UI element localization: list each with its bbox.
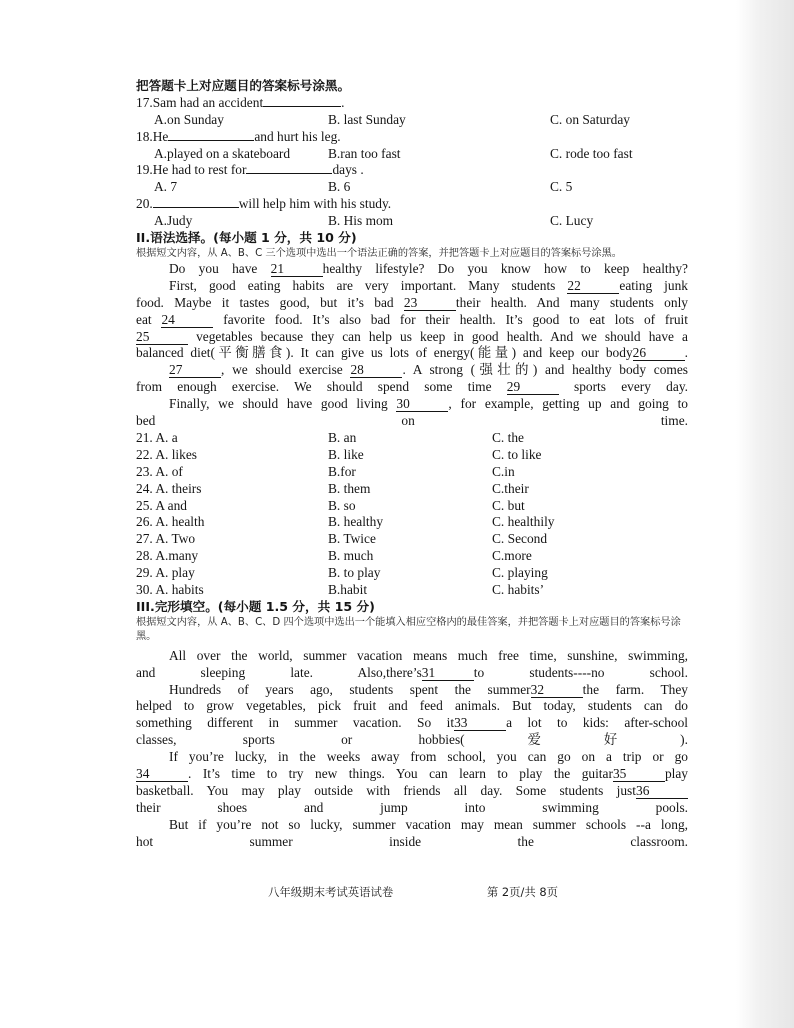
- section-3-heading: III.完形填空。(每小题 1.5 分，共 15 分): [136, 598, 375, 614]
- option-text: B. last Sunday: [328, 111, 406, 127]
- option-row: [136, 447, 688, 464]
- section-3-instruction: 根据短文内容，从 A、B、C、D 四个选项中选出一个能填入相应空格内的最佳答案，并把答题卡上对应题目的答案标号涂黑。: [136, 616, 681, 642]
- question-stem-text: will help him with his study.: [238, 196, 392, 212]
- footer-page-number: 第 2页/共 8页: [486, 885, 558, 899]
- passage-line: [136, 396, 688, 413]
- option-text: B.for: [328, 463, 356, 479]
- question-stem-text: .: [341, 94, 345, 110]
- option-row: [136, 481, 688, 498]
- cloze-passage: [136, 648, 688, 851]
- grammar-passage: [136, 261, 688, 430]
- option-text: C.in: [492, 463, 515, 479]
- passage-line: [136, 749, 688, 766]
- question-stem-text: and hurt his leg.: [254, 128, 341, 144]
- answer-blank: [168, 140, 254, 141]
- option-text: C. to like: [492, 446, 542, 462]
- option-text: A.played on a skateboard: [154, 145, 291, 161]
- option-text: B. healthy: [328, 514, 384, 530]
- option-text: A.on Sunday: [154, 111, 224, 127]
- question-stem: [136, 196, 688, 213]
- option-text: 27. A. Two: [136, 531, 196, 547]
- scan-page-edge: [736, 0, 794, 1028]
- option-row: [136, 112, 688, 129]
- passage-line: [136, 413, 688, 430]
- passage-line: [136, 766, 688, 783]
- passage-text: . It’s time to try new things. You can learn to play the guitar: [188, 766, 613, 782]
- option-text: B. His mom: [328, 213, 394, 229]
- numbered-blank: 34: [136, 767, 188, 782]
- option-text: C. but: [492, 497, 525, 513]
- passage-text: vegetables because they can help us keep in good health. And we should have a: [188, 328, 688, 344]
- passage-line: [136, 800, 688, 817]
- option-text: C. the: [492, 429, 524, 445]
- option-text: 23. A. of: [136, 463, 183, 479]
- option-text: C. habits’: [492, 581, 545, 597]
- question-stem-text: 20.: [136, 196, 153, 212]
- question-stem-text: 18.He: [136, 128, 169, 144]
- option-text: 30. A. habits: [136, 581, 204, 597]
- passage-text: and sleeping late. Also,there’s: [136, 664, 422, 680]
- option-text: B. Twice: [328, 531, 376, 547]
- option-text: A.Judy: [154, 213, 193, 229]
- numbered-blank: 21: [271, 262, 323, 277]
- numbered-blank: 33: [454, 716, 506, 731]
- numbered-blank: 26: [633, 346, 685, 361]
- option-row: [136, 430, 688, 447]
- option-text: B. an: [328, 429, 357, 445]
- question-stem-text: 17.Sam had an accident: [136, 94, 264, 110]
- option-text: 21. A. a: [136, 429, 178, 445]
- numbered-blank: 31: [422, 666, 474, 681]
- passage-line: [136, 278, 688, 295]
- numbered-blank: 27: [169, 363, 221, 378]
- passage-text: Hundreds of years ago, students spent the summer: [169, 681, 531, 697]
- passage-text: their health. And many students only: [455, 294, 688, 310]
- numbered-blank: 36: [636, 784, 688, 799]
- passage-line: [136, 665, 688, 682]
- grammar-options: [136, 430, 688, 599]
- numbered-blank: 28: [350, 363, 402, 378]
- passage-line: [136, 648, 688, 665]
- numbered-blank: 23: [404, 296, 456, 311]
- passage-text: eating junk: [619, 277, 688, 293]
- passage-line: [136, 379, 688, 396]
- option-text: B. much: [328, 548, 374, 564]
- passage-text: healthy lifestyle? Do you know how to keep healthy?: [322, 260, 688, 276]
- passage-line: [136, 329, 688, 346]
- passage-text: hot summer inside the classroom.: [136, 833, 688, 849]
- passage-text: favorite food. It’s also bad for their health. It’s good to eat lots of fruit: [213, 311, 688, 327]
- option-text: C. Lucy: [550, 213, 594, 229]
- answer-blank: [153, 207, 239, 208]
- passage-text: If you’re lucky, in the weeks away from school, you can go on a trip or go: [169, 749, 688, 765]
- section-2-instruction: 根据短文内容，从 A、B、C 三个选项中选出一个语法正确的答案，并把答题卡上对应题目的答案标号涂黑。: [136, 247, 622, 259]
- option-text: B. them: [328, 480, 371, 496]
- passage-line: [136, 295, 688, 312]
- passage-line: [136, 732, 688, 749]
- passage-text: All over the world, summer vacation means much free time, sunshine, swimming,: [169, 647, 688, 663]
- option-text: B.ran too fast: [328, 145, 401, 161]
- option-text: B. to play: [328, 565, 381, 581]
- passage-text: Finally, we should have good living: [169, 396, 397, 412]
- passage-line: [136, 261, 688, 278]
- answer-sheet-instruction: 把答题卡上对应题目的答案标号涂黑。: [136, 78, 351, 93]
- option-text: 24. A. theirs: [136, 480, 202, 496]
- passage-text: balanced diet(平衡膳食). It can give us lots of energy(能量) and keep our body: [136, 345, 633, 361]
- option-row: [136, 548, 688, 565]
- exam-page: [136, 78, 688, 851]
- option-row: [136, 531, 688, 548]
- passage-line: [136, 834, 688, 851]
- option-text: 22. A. likes: [136, 446, 198, 462]
- question-stem: [136, 95, 688, 112]
- numbered-blank: 24: [161, 313, 213, 328]
- section-2-heading: II.语法选择。(每小题 1 分，共 10 分): [136, 230, 357, 246]
- option-text: C.more: [492, 548, 532, 564]
- passage-text: something different in summer vacation. So it: [136, 715, 455, 731]
- option-text: A. 7: [154, 179, 178, 195]
- option-row: [136, 582, 688, 599]
- passage-text: a lot to kids: after-school: [506, 715, 689, 731]
- passage-text: the farm. They: [582, 681, 689, 697]
- passage-text: , we should exercise: [221, 362, 351, 378]
- passage-text: First, good eating habits are very important. Many students: [169, 277, 568, 293]
- numbered-blank: 25: [136, 330, 188, 345]
- option-text: 26. A. health: [136, 514, 205, 530]
- passage-text: eat: [136, 311, 162, 327]
- passage-line: [136, 783, 688, 800]
- option-text: C.their: [492, 480, 529, 496]
- option-row: [136, 464, 688, 481]
- option-row: [136, 514, 688, 531]
- listening-questions: [136, 95, 688, 230]
- option-text: C. rode too fast: [550, 145, 633, 161]
- question-stem-text: days .: [332, 162, 364, 178]
- passage-line: [136, 682, 688, 699]
- answer-blank: [246, 173, 332, 174]
- passage-line: [136, 345, 688, 362]
- option-text: 29. A. play: [136, 565, 195, 581]
- option-text: C. playing: [492, 565, 548, 581]
- passage-text: food. Maybe it tastes good, but it’s bad: [136, 294, 404, 310]
- passage-text: from enough exercise. We should spend some time: [136, 379, 507, 395]
- numbered-blank: 29: [507, 380, 559, 395]
- passage-text: play: [664, 766, 688, 782]
- passage-text: bed on time.: [136, 413, 688, 429]
- passage-text: , for example, getting up and going to: [448, 396, 689, 412]
- question-stem: [136, 129, 688, 146]
- passage-text: sports every day.: [558, 379, 688, 395]
- question-stem-text: 19.He had to rest for: [136, 162, 247, 178]
- passage-line: [136, 817, 688, 834]
- option-text: B. 6: [328, 179, 351, 195]
- passage-text: . A strong (强壮的) and healthy body comes: [402, 362, 688, 378]
- option-row: [136, 498, 688, 515]
- passage-line: [136, 698, 688, 715]
- passage-line: [136, 362, 688, 379]
- option-row: [136, 179, 688, 196]
- passage-text: helped to grow vegetables, pick fruit and feed animals. But today, students can do: [136, 698, 688, 714]
- option-text: C. 5: [550, 179, 573, 195]
- numbered-blank: 30: [396, 397, 448, 412]
- passage-line: [136, 715, 688, 732]
- option-text: C. healthily: [492, 514, 555, 530]
- option-row: [136, 146, 688, 163]
- option-text: B. like: [328, 446, 364, 462]
- numbered-blank: 35: [613, 767, 665, 782]
- passage-text: But if you’re not so lucky, summer vacation may mean summer schools --a long,: [169, 816, 688, 832]
- footer-exam-title: 八年级期末考试英语试卷: [268, 885, 394, 899]
- question-stem: [136, 162, 688, 179]
- option-text: 25. A and: [136, 497, 187, 513]
- passage-text: basketball. You may play outside with friends all day. Some students just: [136, 783, 636, 799]
- answer-blank: [263, 106, 341, 107]
- page-footer: [268, 884, 558, 900]
- option-row: [136, 565, 688, 582]
- passage-text: classes, sports or hobbies(爱好).: [136, 732, 688, 748]
- passage-text: their shoes and jump into swimming pools.: [136, 799, 688, 815]
- option-text: B. so: [328, 497, 356, 513]
- option-text: B.habit: [328, 581, 368, 597]
- passage-text: Do you have: [169, 260, 271, 276]
- option-text: 28. A.many: [136, 548, 199, 564]
- passage-text: to students----no school.: [473, 664, 688, 680]
- passage-text: .: [684, 345, 688, 361]
- option-row: [136, 213, 688, 230]
- option-text: C. on Saturday: [550, 111, 630, 127]
- numbered-blank: 32: [531, 683, 583, 698]
- passage-line: [136, 312, 688, 329]
- option-text: C. Second: [492, 531, 548, 547]
- numbered-blank: 22: [567, 279, 619, 294]
